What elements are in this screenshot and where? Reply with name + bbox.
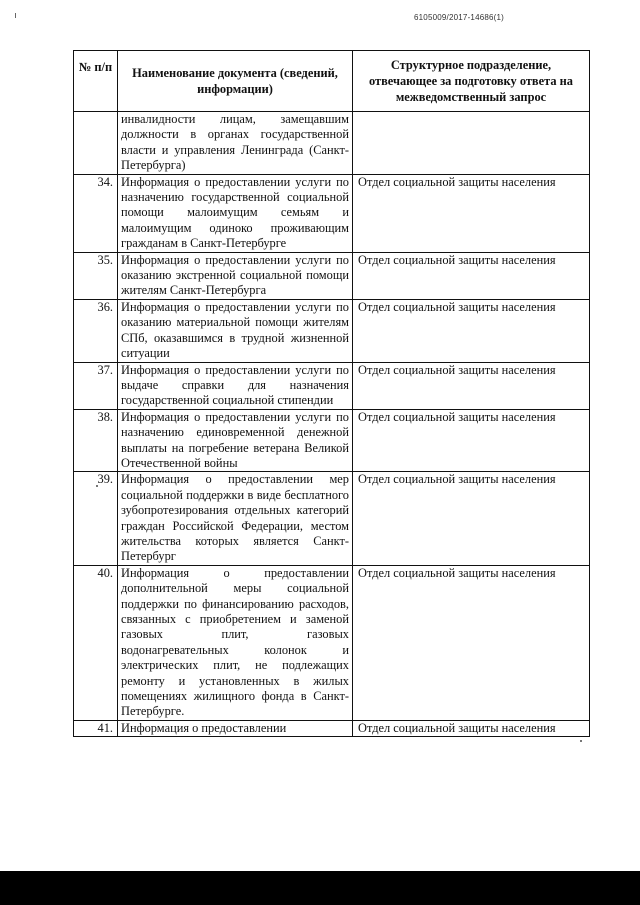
row-document-name: Информация о предоставлении услуги по выдаче справки для назначения государственной социальной стипендии xyxy=(118,362,353,409)
scan-bottom-edge xyxy=(0,871,640,905)
row-department: Отдел социальной защиты населения xyxy=(353,565,590,720)
column-header-department: Структурное подразделение, отвечающее за подготовку ответа на межведомственный запрос xyxy=(353,51,590,112)
row-department: Отдел социальной защиты населения xyxy=(353,472,590,565)
row-number: 37. xyxy=(74,362,118,409)
row-document-name: Информация о предоставлении услуги по оказанию экстренной социальной помощи жителям Санкт-Петербурга xyxy=(118,252,353,299)
row-number: 39. xyxy=(74,472,118,565)
row-document-name: Информация о предоставлении дополнительной меры социальной поддержки по финансированию расходов, связанных с приобретением и заменой газовых плит, газовых водонагревательных колонок и электрических плит, не подлежащих ремонту и установленных в жилых помещениях жилищного фонда в Санкт-Петербурге. xyxy=(118,565,353,720)
table-row xyxy=(74,252,590,299)
row-department: Отдел социальной защиты населения xyxy=(353,409,590,472)
table-row xyxy=(74,299,590,362)
row-number: 41. xyxy=(74,720,118,736)
row-number: 40. xyxy=(74,565,118,720)
table-row xyxy=(74,472,590,565)
row-document-name: Информация о предоставлении услуги по оказанию материальной помощи жителям СПб, оказавшимся в трудной жизненной ситуации xyxy=(118,299,353,362)
document-id: 6105009/2017-14686(1) xyxy=(414,13,505,22)
row-department: Отдел социальной защиты населения xyxy=(353,362,590,409)
row-number xyxy=(74,112,118,175)
row-document-name: Информация о предоставлении мер социальной поддержки в виде бесплатного зубопротезирования отдельных категорий граждан Российской Федерации, местом жительства которых является Санкт-Петербург xyxy=(118,472,353,565)
row-document-name: Информация о предоставлении услуги по назначению государственной социальной помощи малоимущим семьям и малоимущим одиноко проживающим гражданам в Санкт-Петербурге xyxy=(118,174,353,252)
table-row xyxy=(74,565,590,720)
row-document-name: Информация о предоставлении услуги по назначению единовременной денежной выплаты на погребение ветерана Великой Отечественной войны xyxy=(118,409,353,472)
table-row-continued xyxy=(74,112,590,175)
row-department: Отдел социальной защиты населения xyxy=(353,174,590,252)
table-row xyxy=(74,174,590,252)
row-department: Отдел социальной защиты населения xyxy=(353,252,590,299)
row-number: 36. xyxy=(74,299,118,362)
row-document-name: инвалидности лицам, замещавшим должности в органах государственной власти и управления Ленинграда (Санкт-Петербурга) xyxy=(118,112,353,175)
scan-speck xyxy=(580,740,582,742)
table-row xyxy=(74,409,590,472)
scan-mark xyxy=(15,13,16,18)
table-row xyxy=(74,720,590,736)
documents-table xyxy=(73,50,590,737)
table-row xyxy=(74,362,590,409)
row-department: Отдел социальной защиты населения xyxy=(353,720,590,736)
column-header-number: № п/п xyxy=(74,51,118,112)
row-number: 35. xyxy=(74,252,118,299)
row-number: 38. xyxy=(74,409,118,472)
row-document-name: Информация о предоставлении xyxy=(118,720,353,736)
table-header-row xyxy=(74,51,590,112)
row-department: Отдел социальной защиты населения xyxy=(353,299,590,362)
scan-speck xyxy=(96,485,98,487)
column-header-document: Наименование документа (сведений, информации) xyxy=(118,51,353,112)
row-number: 34. xyxy=(74,174,118,252)
row-department xyxy=(353,112,590,175)
